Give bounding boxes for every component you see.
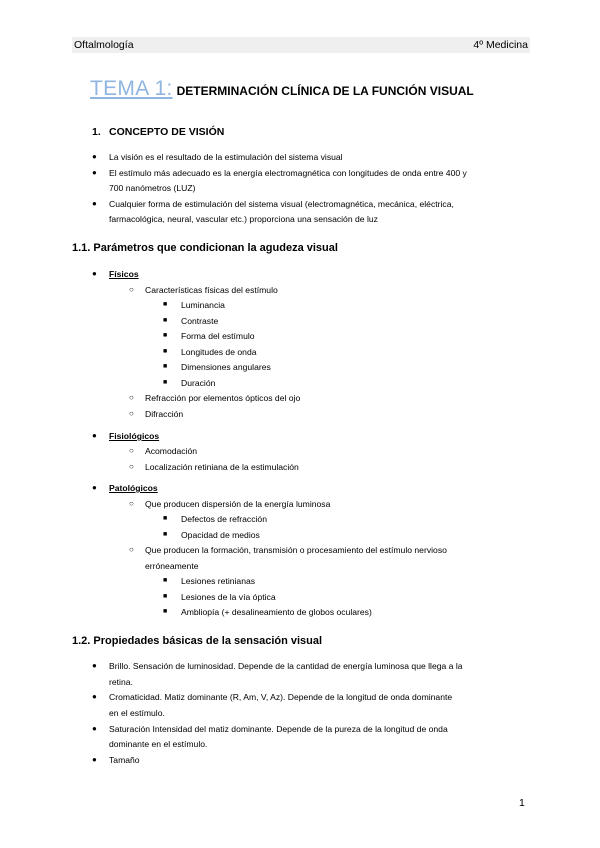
- list-item: Duración: [181, 378, 216, 388]
- list-item-continued: en el estímulo.: [109, 708, 165, 718]
- category-fisiologicos: Fisiológicos: [109, 431, 160, 441]
- bullet-icon: ●: [92, 168, 97, 177]
- square-bullet-icon: ■: [163, 577, 168, 584]
- square-bullet-icon: ■: [163, 348, 168, 355]
- square-bullet-icon: ■: [163, 379, 168, 386]
- list-item: Difracción: [145, 409, 184, 419]
- circle-bullet-icon: ○: [129, 545, 134, 554]
- bullet-icon: ●: [92, 755, 97, 764]
- square-bullet-icon: ■: [163, 317, 168, 324]
- circle-bullet-icon: ○: [129, 393, 134, 402]
- list-item-continued: erróneamente: [145, 561, 199, 571]
- circle-bullet-icon: ○: [129, 285, 134, 294]
- page-number: 1: [519, 797, 525, 809]
- bullet-icon: ●: [92, 692, 97, 701]
- square-bullet-icon: ■: [163, 363, 168, 370]
- bullet-icon: ●: [92, 269, 97, 278]
- bullet-icon: ●: [92, 724, 97, 733]
- section-1-2-heading: 1.2. Propiedades básicas de la sensación visual: [72, 635, 323, 647]
- list-item: Que producen la formación, transmisión o procesamiento del estímulo nervioso: [145, 545, 447, 555]
- page-title: [90, 77, 474, 101]
- list-item: Opacidad de medios: [181, 530, 260, 540]
- list-item-continued: retina.: [109, 677, 133, 687]
- header-course: 4º Medicina: [473, 39, 528, 51]
- list-item: Ambliopía (+ desalineamiento de globos oculares): [181, 607, 372, 617]
- category-fisicos: Físicos: [109, 269, 139, 279]
- list-item: Cualquier forma de estimulación del sistema visual (electromagnética, mecánica, eléctrica,: [109, 199, 454, 209]
- list-item: Características físicas del estímulo: [145, 285, 278, 295]
- list-item: Acomodación: [145, 446, 198, 456]
- list-item: La visión es el resultado de la estimulación del sistema visual: [109, 152, 343, 162]
- bullet-icon: ●: [92, 199, 97, 208]
- square-bullet-icon: ■: [163, 515, 168, 522]
- square-bullet-icon: ■: [163, 531, 168, 538]
- circle-bullet-icon: ○: [129, 462, 134, 471]
- page-header: [72, 37, 530, 53]
- square-bullet-icon: ■: [163, 593, 168, 600]
- list-item: Contraste: [181, 316, 219, 326]
- list-item: Lesiones de la vía óptica: [181, 592, 276, 602]
- bullet-icon: ●: [92, 152, 97, 161]
- square-bullet-icon: ■: [163, 608, 168, 615]
- list-item: Tamaño: [109, 755, 140, 765]
- bullet-icon: ●: [92, 431, 97, 440]
- circle-bullet-icon: ○: [129, 499, 134, 508]
- list-item: Defectos de refracción: [181, 514, 267, 524]
- bullet-icon: ●: [92, 661, 97, 670]
- list-item: Cromaticidad. Matiz dominante (R, Am, V, Az). Depende de la longitud de onda dominante: [109, 692, 453, 702]
- header-subject: Oftalmología: [74, 39, 134, 51]
- list-item: Localización retiniana de la estimulación: [145, 462, 299, 472]
- section-1-heading: CONCEPTO DE VISIÓN: [109, 126, 225, 138]
- section-1-number: 1.: [92, 126, 101, 138]
- square-bullet-icon: ■: [163, 332, 168, 339]
- list-item: Brillo. Sensación de luminosidad. Depende de la cantidad de energía luminosa que llega a la: [109, 661, 463, 671]
- list-item-continued: 700 nanómetros (LUZ): [109, 183, 196, 193]
- list-item: El estímulo más adecuado es la energía electromagnética con longitudes de onda entre 400 y: [109, 168, 467, 178]
- section-1-1-heading: 1.1. Parámetros que condicionan la agudeza visual: [72, 242, 338, 254]
- category-patologicos: Patológicos: [109, 483, 158, 493]
- list-item: Dimensiones angulares: [181, 362, 271, 372]
- bullet-icon: ●: [92, 483, 97, 492]
- title-number: TEMA 1:: [90, 77, 173, 100]
- list-item: Que producen dispersión de la energía luminosa: [145, 499, 331, 509]
- circle-bullet-icon: ○: [129, 409, 134, 418]
- list-item: Forma del estímulo: [181, 331, 255, 341]
- circle-bullet-icon: ○: [129, 446, 134, 455]
- list-item: Saturación Intensidad del matiz dominante. Depende de la pureza de la longitud de onda: [109, 724, 448, 734]
- list-item: Refracción por elementos ópticos del ojo: [145, 393, 301, 403]
- list-item: Longitudes de onda: [181, 347, 257, 357]
- list-item-continued: farmacológica, neural, vascular etc.) proporciona una sensación de luz: [109, 214, 378, 224]
- title-text: DETERMINACIÓN CLÍNICA DE LA FUNCIÓN VISUAL: [176, 84, 474, 98]
- square-bullet-icon: ■: [163, 301, 168, 308]
- list-item: Luminancia: [181, 300, 225, 310]
- list-item-continued: dominante en el estímulo.: [109, 739, 208, 749]
- list-item: Lesiones retinianas: [181, 576, 256, 586]
